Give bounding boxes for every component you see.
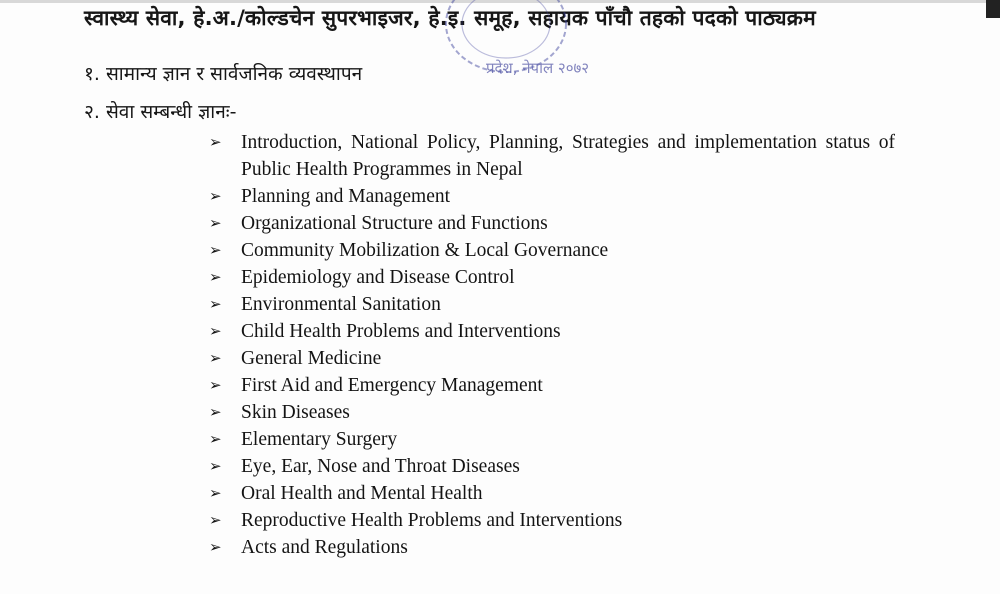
topic-item	[205, 291, 895, 318]
topic-item	[205, 264, 895, 291]
topic-item	[205, 183, 895, 210]
topic-text: Organizational Structure and Functions	[241, 213, 548, 234]
arrow-bullet-icon: ➢	[209, 376, 222, 394]
arrow-bullet-icon: ➢	[209, 133, 222, 151]
topic-item	[205, 399, 895, 426]
section-general-knowledge: १. सामान्य ज्ञान र सार्वजनिक व्यवस्थापन	[84, 63, 363, 85]
topic-text: Epidemiology and Disease Control	[241, 267, 515, 288]
topic-text: Child Health Problems and Interventions	[241, 321, 561, 342]
topic-item	[205, 507, 895, 534]
topic-item	[205, 453, 895, 480]
topic-text: Introduction, National Policy, Planning, Strategies and implementation status of Public Health Programmes in Nepal	[241, 132, 895, 180]
arrow-bullet-icon: ➢	[209, 241, 222, 259]
arrow-bullet-icon: ➢	[209, 349, 222, 367]
topic-item	[205, 480, 895, 507]
topic-text: General Medicine	[241, 348, 382, 369]
topic-item	[205, 426, 895, 453]
arrow-bullet-icon: ➢	[209, 484, 222, 502]
topic-list	[205, 129, 895, 561]
topic-text: Planning and Management	[241, 186, 451, 207]
section-service-knowledge: २. सेवा सम्बन्धी ज्ञानः-	[84, 101, 237, 123]
arrow-bullet-icon: ➢	[209, 295, 222, 313]
topic-item	[205, 237, 895, 264]
topic-item	[205, 318, 895, 345]
topic-text: Acts and Regulations	[241, 537, 408, 558]
topic-text: Community Mobilization & Local Governance	[241, 240, 609, 261]
topic-text: Eye, Ear, Nose and Throat Diseases	[241, 456, 520, 477]
arrow-bullet-icon: ➢	[209, 268, 222, 286]
topic-item	[205, 372, 895, 399]
topic-text: Skin Diseases	[241, 402, 350, 423]
page-title: स्वास्थ्य सेवा, हे.अ./कोल्डचेन सुपरभाइजर, हे.इ. समूह, सहायक पाँचौ तहको पदको पाठ्यक्रम	[84, 6, 816, 30]
topic-text: Oral Health and Mental Health	[241, 483, 483, 504]
arrow-bullet-icon: ➢	[209, 538, 222, 556]
topic-text: Environmental Sanitation	[241, 294, 441, 315]
arrow-bullet-icon: ➢	[209, 457, 222, 475]
arrow-bullet-icon: ➢	[209, 430, 222, 448]
topic-item	[205, 129, 895, 183]
topic-text: Elementary Surgery	[241, 429, 398, 450]
topic-text: Reproductive Health Problems and Interventions	[241, 510, 623, 531]
topic-item	[205, 210, 895, 237]
official-stamp	[428, 0, 590, 88]
corner-mark	[986, 0, 1000, 18]
stamp-text: प्रदेश, नेपाल २०७२	[486, 59, 590, 77]
arrow-bullet-icon: ➢	[209, 214, 222, 232]
arrow-bullet-icon: ➢	[209, 403, 222, 421]
arrow-bullet-icon: ➢	[209, 511, 222, 529]
topic-item	[205, 345, 895, 372]
topic-item	[205, 534, 895, 561]
topic-text: First Aid and Emergency Management	[241, 375, 543, 396]
arrow-bullet-icon: ➢	[209, 187, 222, 205]
arrow-bullet-icon: ➢	[209, 322, 222, 340]
